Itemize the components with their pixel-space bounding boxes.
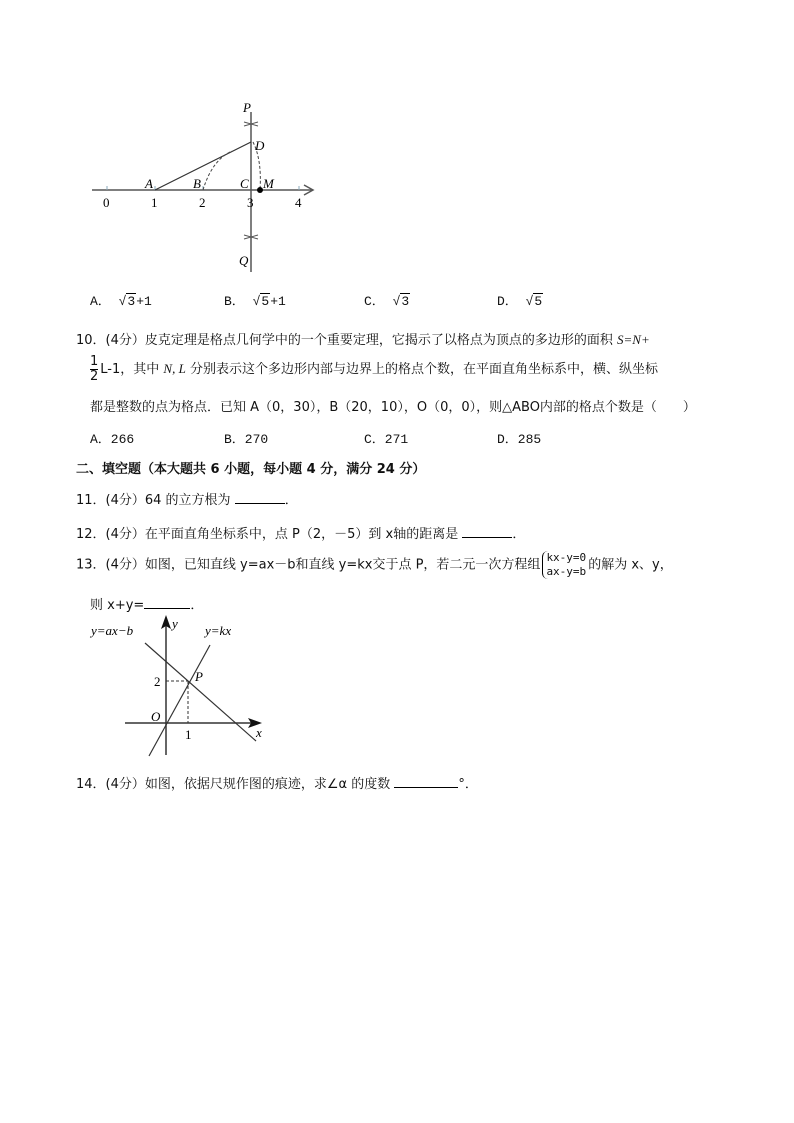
label-line-kx: y=kx: [205, 623, 232, 638]
q10-option-b: B．270: [224, 432, 269, 447]
tick-1: 1: [185, 727, 192, 742]
equation-system: kx-y=0 ax-y=b: [542, 551, 586, 579]
label-line-ax-b: y=ax−b: [91, 623, 134, 638]
label-m: M: [263, 176, 274, 191]
label-a: A: [145, 176, 153, 191]
label-p: P: [195, 669, 203, 684]
tick-2: 2: [154, 674, 161, 689]
q9-option-d: D． √5: [497, 294, 543, 309]
q10-line2: $\frac{1}{2}$ L-1，其中 N, L 分别表示这个多边形内部与边界上的格点个数，在平面直角坐标系中，横、纵坐标: [90, 354, 658, 384]
q10-option-d: D．285: [497, 432, 542, 447]
label-x: x: [256, 725, 262, 740]
q10-line3: 都是整数的点为格点．已知 A（0，30），B（20，10），O（0，0），则△ABO内部的格点个数是（ ）: [90, 400, 696, 415]
q10-option-c: C．271: [364, 432, 409, 447]
q9-option-b: B． √5+1: [224, 294, 286, 309]
q13-figure: [0, 600, 300, 760]
q12-answer-blank[interactable]: [462, 525, 512, 538]
section-2-title: 二、填空题（本大题共 6 小题，每小题 4 分，满分 24 分）: [76, 462, 426, 477]
q11: 11．(4分）64 的立方根为 ．: [76, 493, 298, 508]
line-ax-b: [145, 643, 256, 741]
q14-answer-blank[interactable]: [394, 775, 458, 788]
q9-option-c: C． √3: [364, 294, 410, 309]
label-y: y: [172, 616, 178, 631]
label-b: B: [193, 176, 201, 191]
q11-answer-blank[interactable]: [235, 491, 285, 504]
q10-line1: 10．(4分）皮克定理是格点几何学中的一个重要定理，它揭示了以格点为顶点的多边形的面积 S=N+: [76, 332, 650, 348]
line-kx: [149, 645, 210, 756]
q13: 13．(4分）如图，已知直线 y=ax－b和直线 y=kx交于点 P，若二元一次方程组 kx-y=0 ax-y=b 的解为 x、y，: [76, 551, 673, 578]
tick-3: 3: [247, 195, 254, 210]
arc-b: [203, 151, 232, 190]
label-q: Q: [239, 253, 249, 268]
q9-option-a: A． √3+1: [90, 294, 152, 309]
q12: 12．(4分）在平面直角坐标系中，点 P（2，－5）到 x轴的距离是 ．: [76, 527, 526, 542]
q13-line2: 则 x+y= ．: [90, 598, 204, 613]
tick-1: 1: [151, 195, 158, 210]
q10-option-a: A．266: [90, 432, 135, 447]
tick-4: 4: [295, 195, 302, 210]
label-p: P: [243, 100, 251, 115]
q9-figure: [0, 0, 794, 300]
segment-ad: [155, 142, 251, 190]
q14: 14．(4分）如图，依据尺规作图的痕迹，求∠α 的度数 °．: [76, 777, 478, 792]
label-d: D: [255, 138, 265, 153]
tick-0: 0: [103, 195, 110, 210]
label-c: C: [240, 176, 249, 191]
tick-2: 2: [199, 195, 206, 210]
label-o: O: [151, 709, 161, 724]
